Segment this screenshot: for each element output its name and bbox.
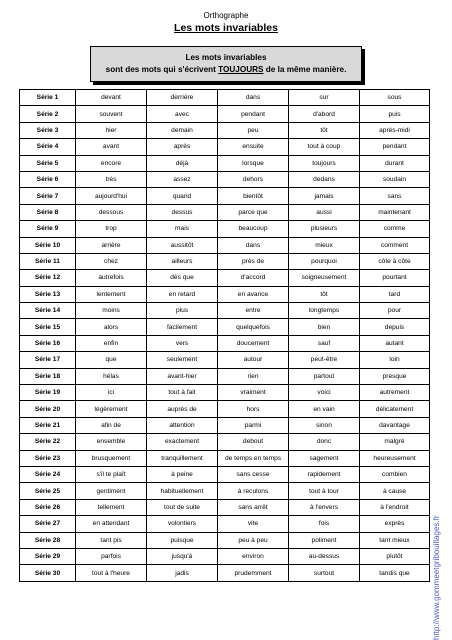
series-word: beaucoup	[218, 221, 289, 237]
series-word: exprès	[360, 516, 430, 532]
series-word: autour	[218, 352, 289, 368]
series-word: poliment	[289, 532, 360, 548]
series-word: moins	[76, 303, 147, 319]
series-word: derrière	[147, 90, 218, 106]
series-word: à reculons	[218, 483, 289, 499]
series-word: soigneusement	[289, 270, 360, 286]
series-word: que	[76, 352, 147, 368]
series-word: partout	[289, 368, 360, 384]
series-word: peut-être	[289, 352, 360, 368]
series-word: jadis	[147, 565, 218, 581]
series-word: peu	[218, 122, 289, 138]
series-word: entre	[218, 303, 289, 319]
series-label: Série 4	[20, 139, 76, 155]
series-word: plusieurs	[289, 221, 360, 237]
series-label: Série 22	[20, 434, 76, 450]
series-word: à peine	[147, 466, 218, 482]
series-label: Série 30	[20, 565, 76, 581]
series-word: attention	[147, 417, 218, 433]
series-row	[20, 319, 430, 335]
series-word: très	[76, 171, 147, 187]
series-label: Série 13	[20, 286, 76, 302]
definition-line-1: Les mots invariables	[185, 53, 267, 62]
series-word: sans cesse	[218, 466, 289, 482]
series-word: pendant	[360, 139, 430, 155]
series-row	[20, 352, 430, 368]
series-word: au-dessus	[289, 548, 360, 564]
series-row	[20, 270, 430, 286]
series-label: Série 29	[20, 548, 76, 564]
series-word: tard	[360, 286, 430, 302]
series-word: tant pis	[76, 532, 147, 548]
series-word: puisque	[147, 532, 218, 548]
series-word: jusqu'à	[147, 548, 218, 564]
series-word: en retard	[147, 286, 218, 302]
series-word: tout de suite	[147, 499, 218, 515]
series-label: Série 20	[20, 401, 76, 417]
series-word: trop	[76, 221, 147, 237]
word-series-body	[20, 90, 430, 582]
series-word: rien	[218, 368, 289, 384]
series-word: exactement	[147, 434, 218, 450]
series-label: Série 27	[20, 516, 76, 532]
series-word: durant	[360, 155, 430, 171]
series-label: Série 24	[20, 466, 76, 482]
definition-text-before: sont des mots qui s'écrivent	[105, 65, 219, 74]
series-word: tellement	[76, 499, 147, 515]
series-word: côte à côte	[360, 253, 430, 269]
series-word: surtout	[289, 565, 360, 581]
series-word: ici	[76, 385, 147, 401]
series-label: Série 6	[20, 171, 76, 187]
series-word: bientôt	[218, 188, 289, 204]
series-label: Série 19	[20, 385, 76, 401]
series-word: à l'envers	[289, 499, 360, 515]
series-word: enfin	[76, 335, 147, 351]
series-label: Série 18	[20, 368, 76, 384]
series-label: Série 7	[20, 188, 76, 204]
series-row	[20, 499, 430, 515]
series-word: dessus	[147, 204, 218, 220]
series-row	[20, 401, 430, 417]
series-word: peu à peu	[218, 532, 289, 548]
series-word: jamais	[289, 188, 360, 204]
series-word: demain	[147, 122, 218, 138]
series-label: Série 15	[20, 319, 76, 335]
series-word: tout à fait	[147, 385, 218, 401]
series-label: Série 14	[20, 303, 76, 319]
series-word: seulement	[147, 352, 218, 368]
series-word: maintenant	[360, 204, 430, 220]
series-row	[20, 171, 430, 187]
series-word: légèrement	[76, 401, 147, 417]
series-label: Série 12	[20, 270, 76, 286]
word-series-table	[19, 89, 430, 582]
series-word: combien	[360, 466, 430, 482]
series-label: Série 16	[20, 335, 76, 351]
series-label: Série 3	[20, 122, 76, 138]
series-word: vers	[147, 335, 218, 351]
series-word: depuis	[360, 319, 430, 335]
series-word: aussi	[289, 204, 360, 220]
series-row	[20, 434, 430, 450]
series-word: loin	[360, 352, 430, 368]
series-row	[20, 303, 430, 319]
series-word: d'abord	[289, 106, 360, 122]
series-word: lentement	[76, 286, 147, 302]
series-word: tout à coup	[289, 139, 360, 155]
series-label: Série 1	[20, 90, 76, 106]
series-word: voici	[289, 385, 360, 401]
series-word: s'il te plaît	[76, 466, 147, 482]
series-word: plus	[147, 303, 218, 319]
series-row	[20, 565, 430, 581]
series-word: sans arrêt	[218, 499, 289, 515]
series-word: avec	[147, 106, 218, 122]
series-row	[20, 483, 430, 499]
series-row	[20, 335, 430, 351]
series-row	[20, 188, 430, 204]
series-word: quelquefois	[218, 319, 289, 335]
website-watermark: http://www.gommeetgribouillages.fr	[432, 515, 441, 640]
series-word: dessous	[76, 204, 147, 220]
series-word: en avance	[218, 286, 289, 302]
series-word: rapidement	[289, 466, 360, 482]
series-word: doucement	[218, 335, 289, 351]
series-word: après-midi	[360, 122, 430, 138]
series-row	[20, 368, 430, 384]
series-row	[20, 385, 430, 401]
series-word: quand	[147, 188, 218, 204]
series-row	[20, 548, 430, 564]
series-word: déjà	[147, 155, 218, 171]
series-label: Série 11	[20, 253, 76, 269]
series-row	[20, 466, 430, 482]
series-label: Série 8	[20, 204, 76, 220]
series-word: malgré	[360, 434, 430, 450]
series-word: à cause	[360, 483, 430, 499]
series-label: Série 10	[20, 237, 76, 253]
series-word: parfois	[76, 548, 147, 564]
series-word: prudemment	[218, 565, 289, 581]
series-label: Série 9	[20, 221, 76, 237]
definition-emphasis: TOUJOURS	[218, 65, 264, 74]
series-word: dans	[218, 237, 289, 253]
series-row	[20, 122, 430, 138]
series-word: arrière	[76, 237, 147, 253]
series-row	[20, 139, 430, 155]
series-word: sans	[360, 188, 430, 204]
series-word: auprès de	[147, 401, 218, 417]
series-word: puis	[360, 106, 430, 122]
series-word: environ	[218, 548, 289, 564]
series-word: avant-hier	[147, 368, 218, 384]
series-word: près de	[218, 253, 289, 269]
series-row	[20, 237, 430, 253]
series-word: facilement	[147, 319, 218, 335]
series-word: davantage	[360, 417, 430, 433]
series-word: autant	[360, 335, 430, 351]
series-word: tranquillement	[147, 450, 218, 466]
series-word: fois	[289, 516, 360, 532]
series-word: soudain	[360, 171, 430, 187]
series-word: longtemps	[289, 303, 360, 319]
series-word: ailleurs	[147, 253, 218, 269]
series-label: Série 26	[20, 499, 76, 515]
series-word: dès que	[147, 270, 218, 286]
series-word: encore	[76, 155, 147, 171]
series-word: gentiment	[76, 483, 147, 499]
series-word: ensuite	[218, 139, 289, 155]
series-word: bien	[289, 319, 360, 335]
series-row	[20, 155, 430, 171]
series-word: pendant	[218, 106, 289, 122]
series-word: délicatement	[360, 401, 430, 417]
series-word: tout à tour	[289, 483, 360, 499]
series-row	[20, 253, 430, 269]
series-word: tôt	[289, 122, 360, 138]
series-label: Série 23	[20, 450, 76, 466]
series-word: sagement	[289, 450, 360, 466]
series-word: vite	[218, 516, 289, 532]
series-word: comme	[360, 221, 430, 237]
series-word: debout	[218, 434, 289, 450]
series-word: mais	[147, 221, 218, 237]
series-word: comment	[360, 237, 430, 253]
series-word: toujours	[289, 155, 360, 171]
definition-text-after: de la même manière.	[263, 65, 347, 74]
series-row	[20, 286, 430, 302]
series-word: sauf	[289, 335, 360, 351]
definition-line-2	[91, 65, 361, 74]
series-word: mieux	[289, 237, 360, 253]
series-word: hors	[218, 401, 289, 417]
series-word: dehors	[218, 171, 289, 187]
series-word: donc	[289, 434, 360, 450]
series-word: autrement	[360, 385, 430, 401]
series-word: vraiment	[218, 385, 289, 401]
series-word: souvent	[76, 106, 147, 122]
series-word: volontiers	[147, 516, 218, 532]
series-word: en attendant	[76, 516, 147, 532]
series-row	[20, 417, 430, 433]
series-word: sous	[360, 90, 430, 106]
series-label: Série 25	[20, 483, 76, 499]
series-word: sur	[289, 90, 360, 106]
series-label: Série 28	[20, 532, 76, 548]
series-label: Série 2	[20, 106, 76, 122]
series-label: Série 17	[20, 352, 76, 368]
series-word: pour	[360, 303, 430, 319]
series-word: d'accord	[218, 270, 289, 286]
series-word: parce que	[218, 204, 289, 220]
series-row	[20, 516, 430, 532]
series-word: assez	[147, 171, 218, 187]
series-word: aussitôt	[147, 237, 218, 253]
series-word: tôt	[289, 286, 360, 302]
series-row	[20, 450, 430, 466]
series-word: ensemble	[76, 434, 147, 450]
series-word: après	[147, 139, 218, 155]
series-word: parmi	[218, 417, 289, 433]
series-word: tant mieux	[360, 532, 430, 548]
page-title: Les mots invariables	[174, 22, 278, 34]
series-word: dans	[218, 90, 289, 106]
series-word: presque	[360, 368, 430, 384]
series-row	[20, 532, 430, 548]
series-word: heureusement	[360, 450, 430, 466]
series-word: dedans	[289, 171, 360, 187]
series-word: de temps en temps	[218, 450, 289, 466]
series-word: brusquement	[76, 450, 147, 466]
series-row	[20, 204, 430, 220]
series-word: en vain	[289, 401, 360, 417]
series-row	[20, 221, 430, 237]
series-word: à l'endroit	[360, 499, 430, 515]
series-label: Série 5	[20, 155, 76, 171]
series-word: aujourd'hui	[76, 188, 147, 204]
series-word: afin de	[76, 417, 147, 433]
series-word: alors	[76, 319, 147, 335]
series-word: devant	[76, 90, 147, 106]
series-word: tandis que	[360, 565, 430, 581]
series-label: Série 21	[20, 417, 76, 433]
series-word: lorsque	[218, 155, 289, 171]
series-word: pourquoi	[289, 253, 360, 269]
page-subject: Orthographe	[203, 11, 249, 20]
series-word: tout à l'heure	[76, 565, 147, 581]
series-row	[20, 106, 430, 122]
series-word: pourtant	[360, 270, 430, 286]
series-word: chez	[76, 253, 147, 269]
series-word: hélas	[76, 368, 147, 384]
series-row	[20, 90, 430, 106]
series-word: sinon	[289, 417, 360, 433]
series-word: habituellement	[147, 483, 218, 499]
series-word: autrefois	[76, 270, 147, 286]
series-word: hier	[76, 122, 147, 138]
series-word: avant	[76, 139, 147, 155]
series-word: plutôt	[360, 548, 430, 564]
definition-box	[90, 46, 362, 82]
